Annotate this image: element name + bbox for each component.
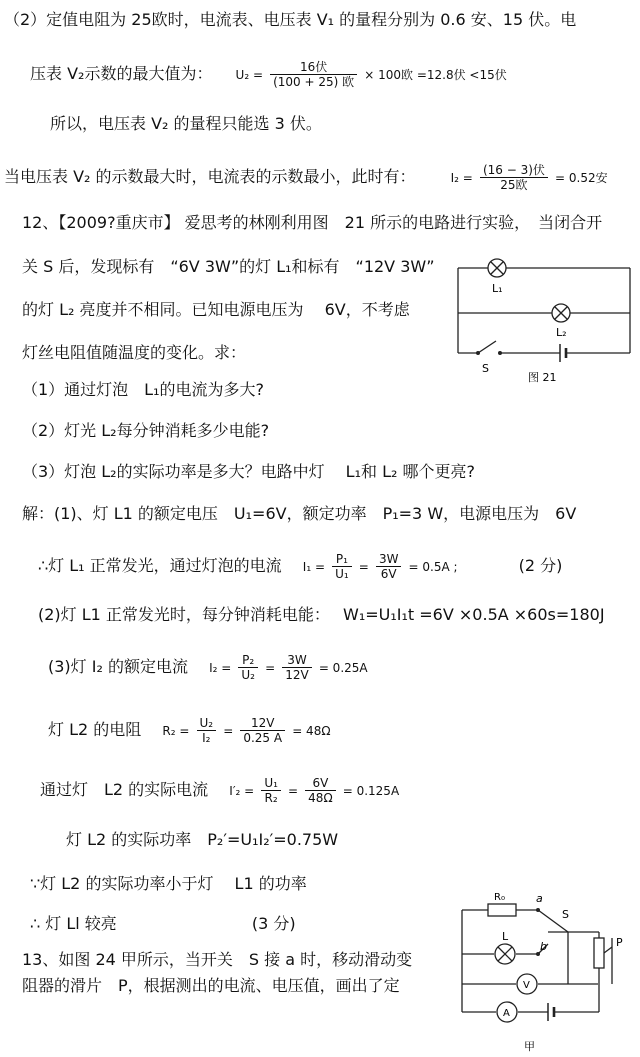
fraction-denominator: U₂ [241, 668, 255, 682]
fraction [480, 163, 548, 192]
fraction-numerator: 12V [240, 716, 285, 731]
text-segment: 灯 L2 的电阻 [48, 720, 158, 739]
switch-label: S [562, 908, 569, 921]
switch-label: S [482, 362, 489, 375]
text-line: 灯 L2 的电阻 R₂ = $\frac{\text{U₂}}{\text{I₂}}$ = $\frac{12V}{0.25 A}$ = 48Ω [48, 716, 331, 745]
question-item: （1）通过灯泡 L₁的电流为多大? [22, 380, 265, 399]
text-line: 的灯 L₂ 亮度并不相同。已知电源电压为 6V，不考虑 [22, 300, 410, 319]
circuit-diagram-21 [448, 248, 634, 388]
text-line: (3)灯 I₂ 的额定电流 I₂ = $\frac{\text{P₂}}{\text{U₂}}$ = $\frac{3W}{12V}$ = 0.25A [48, 653, 368, 682]
circuit-diagram-24 [452, 884, 638, 1056]
text-line: 阻器的滑片 P，根据测出的电流、电压值，画出了定 [22, 976, 400, 995]
fraction [197, 716, 217, 745]
fraction-denominator: 6V [380, 567, 397, 581]
fraction-numerator: 16伏 [270, 60, 357, 75]
fraction-denominator: R₂ [264, 791, 278, 805]
text-line: 13、如图 24 甲所示，当开关 S 接 a 时，移动滑动变 [22, 950, 413, 969]
text-segment: ∴灯 L₁ 正常发光，通过灯泡的电流 [38, 556, 298, 575]
formula-lhs: I₂ = [209, 661, 232, 675]
fraction-numerator: 6V [305, 776, 335, 791]
fraction [332, 552, 352, 581]
fraction [238, 653, 258, 682]
fraction [261, 776, 281, 805]
formula-lhs: I₁ = [302, 560, 325, 574]
figure-caption: 甲 [524, 1040, 535, 1053]
text-line: 关 S 后，发现标有 “6V 3W”的灯 L₁和标有 “12V 3W” [22, 257, 435, 276]
text-line: 12、【2009?重庆市】 爱思考的林刚利用图 21 所示的电路进行实验， 当闭合开 [22, 213, 603, 232]
lamp-label: L [502, 930, 509, 943]
formula-lhs: I′₂ = [229, 784, 255, 798]
formula-rest: = 48Ω [292, 724, 331, 738]
text-segment: 压表 V₂示数的最大值为： [30, 64, 213, 83]
fraction-denominator: (100 + 25) 欧 [273, 75, 355, 89]
text-line [4, 163, 608, 192]
question-item: （2）灯光 L₂每分钟消耗多少电能? [22, 421, 270, 440]
fraction-denominator: 25欧 [500, 178, 528, 192]
fraction [270, 60, 357, 89]
fraction [305, 776, 335, 805]
text-segment: ∴ 灯 Ll 较亮 [30, 914, 117, 933]
fraction-denominator: 48Ω [308, 791, 333, 805]
text-line: 灯 L2 的实际功率 P₂′=U₁I₂′=0.75W [66, 830, 339, 849]
text-line: 通过灯 L2 的实际电流 I′₂ = $\frac{\text{U₁}}{\text{R₂}}$ = $\frac{6V}{48\Omega}$ = 0.125A [40, 776, 400, 805]
fraction-numerator: U₂ [197, 716, 217, 731]
text-line [30, 914, 296, 934]
text-line: 所以，电压表 V₂ 的量程只能选 3 伏。 [50, 114, 322, 133]
question-item: （3）灯泡 L₂的实际功率是多大？电路中灯 L₁和 L₂ 哪个更亮? [22, 462, 476, 481]
text-segment: 通过灯 L2 的实际电流 [40, 780, 225, 799]
formula-lhs: U₂ = [235, 68, 264, 82]
switch-contact [498, 351, 502, 355]
formula-rest: = 0.125A [342, 784, 400, 798]
text-segment: 当电压表 V₂ 的示数最大时，电流表的示数最小，此时有： [4, 167, 416, 186]
fraction [376, 552, 402, 581]
contact-label-b: b [540, 940, 547, 953]
text-segment: (3)灯 I₂ 的额定电流 [48, 657, 204, 676]
fraction [240, 716, 285, 745]
fraction-denominator: I₂ [202, 731, 211, 745]
formula-rest: = 0.5A ; [408, 560, 458, 574]
ammeter-label: A [503, 1008, 510, 1019]
fraction-numerator: P₂ [238, 653, 258, 668]
voltmeter-label: V [523, 980, 530, 991]
contact-a [536, 908, 540, 912]
lamp-label-l2: L₂ [556, 326, 567, 339]
fraction-numerator: 3W [282, 653, 311, 668]
score-label: (3 分) [251, 914, 296, 933]
formula-rest: = 0.52安 [555, 171, 608, 185]
fraction [282, 653, 311, 682]
text-line: (2)灯 L1 正常发光时，每分钟消耗电能： W₁=U₁I₁t =6V ×0.5A ×60s=180J [38, 605, 605, 624]
switch-pivot [476, 351, 480, 355]
fraction-numerator: U₁ [261, 776, 281, 791]
score-label: (2 分) [518, 556, 563, 575]
text-line: ∵灯 L2 的实际功率小于灯 L1 的功率 [30, 874, 307, 893]
fraction-numerator: P₁ [332, 552, 352, 567]
fraction-denominator: U₁ [335, 567, 349, 581]
contact-label-a: a [536, 892, 543, 905]
figure-caption: 图 21 [528, 371, 557, 384]
text-line: 灯丝电阻值随温度的变化。求： [22, 343, 247, 362]
fraction-denominator: 0.25 A [243, 731, 283, 745]
formula-rest: = 0.25A [318, 661, 368, 675]
lamp-label-l1: L₁ [492, 282, 503, 295]
text-line: 解：(1)、灯 L1 的额定电压 U₁=6V，额定功率 P₁=3 W，电源电压为 6V [22, 504, 577, 523]
formula-rest: × 100欧 =12.8伏 <15伏 [364, 68, 507, 82]
text-line: （2）定值电阻为 25欧时，电流表、电压表 V₁ 的量程分别为 0.6 安、15 伏。电 [4, 10, 577, 29]
fraction-numerator: 3W [376, 552, 402, 567]
resistor-label: R₀ [494, 892, 505, 903]
slider-label: P [616, 936, 623, 949]
fraction-denominator: 12V [285, 668, 309, 682]
formula-lhs: I₂ = [450, 171, 473, 185]
formula-lhs: R₂ = [162, 724, 190, 738]
text-line [30, 60, 507, 89]
fraction-numerator: (16 − 3)伏 [480, 163, 548, 178]
text-line: ∴灯 L₁ 正常发光，通过灯泡的电流 I₁ = $\frac{\text{P₁}}{\text{U₁}}$ = $\frac{3W}{6V}$ = 0.5A ; (2 分) [38, 552, 563, 581]
